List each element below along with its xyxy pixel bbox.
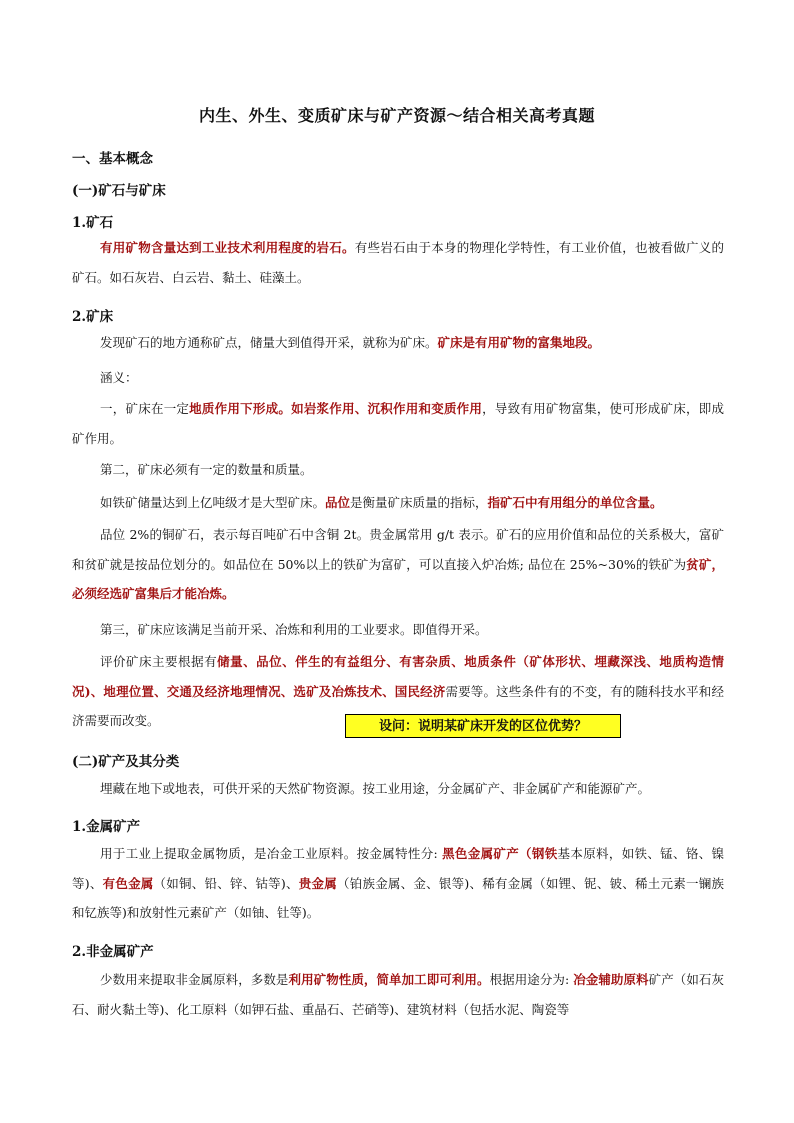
heading-deposit: 2.矿床 [72,309,114,325]
body-text: 有些岩石由于本身的物理化学特性，有工业价值，也被看做广义的矿石。如石灰岩、白云岩、黏土、硅藻土。 [72,240,724,285]
body-text: （如铜、铅、锌、钴等)、 [153,875,299,891]
paragraph-third: 第三，矿床应该满足当前开采、冶炼和利用的工业要求。即值得开采。 [100,622,488,637]
highlight-text: 指矿石中有用组分的单位含量。 [487,495,663,510]
body-text: 是衡量矿床质量的指标， [350,495,488,510]
heading-metal-minerals: 1.金属矿产 [72,819,141,835]
highlight-text: 有用矿物含量达到工业技术利用程度的岩石。 [100,240,355,255]
paragraph-first [72,394,724,453]
body-text: （铂族金属、金、银等)、稀有金属（如锂、铌、铍、稀土元素一镧族和钇族等)和放射性元素矿产（如铀、钍等)。 [72,875,724,920]
body-text: 少数用来提取非金属原料，多数是 [100,972,289,987]
body-text: 如铁矿储量达到上亿吨级才是大型矿床。 [100,495,326,510]
paragraph-ore [72,233,724,292]
highlight-text: 矿床是有用矿物的富集地段。 [437,335,601,350]
body-text: 矿产（如石灰石、耐火黏土等)、化工原料（如钾石盐、重晶石、芒硝等)、建筑材料（包括水泥、陶瓷等 [72,972,724,1017]
page-title: 内生、外生、变质矿床与矿产资源～结合相关高考真题 [198,106,595,125]
body-text: 一，矿床在一定 [100,401,190,416]
highlight-text: 贫矿，必须经选矿富集后才能冶炼。 [72,556,724,601]
paragraph-mineral: 埋藏在地下或地表，可供开采的天然矿物资源。按工业用途，分金属矿产、非金属矿产和能源矿产。 [100,781,651,796]
highlight-text: 地质作用下形成。如岩浆作用、沉积作用和变质作用 [189,401,483,416]
paragraph-deposit [72,328,724,358]
body-text: 需要等。这些条件有的不变，有的随科技水平和经济需要而改变。 [72,683,724,728]
heading-ore: 1.矿石 [72,215,114,231]
paragraph-meaning: 涵义： [100,370,138,385]
highlight-text: 有色金属 [102,875,154,891]
body-text: ，导致有用矿物富集，使可形成矿床，即成矿作用。 [72,401,724,446]
highlight-text: 利用矿物性质，简单加工即可利用。 [288,972,490,987]
highlight-text: 储量、品位、伴生的有益组分、有害杂质、地质条件（矿体形状、埋藏深浅、地质构造情况)、地理位置、交通及经济地理情况、选矿及冶炼技术、国民经济 [72,654,724,699]
paragraph-second: 第二，矿床必须有一定的数量和质量。 [100,462,313,477]
highlight-text: 贵金属 [298,875,337,891]
heading-ore-and-deposit: (一)矿石与矿床 [72,183,166,199]
question-callout: 设问：说明某矿床开发的区位优势？ [345,714,621,738]
body-text: 基本原料，如铁、锰、铬、镍等)、 [72,846,724,891]
highlight-text: 冶金辅助原料 [573,972,649,987]
highlight-text: 黑色金属矿产（钢铁 [442,846,558,861]
heading-basic-concepts: 一、基本概念 [72,151,153,167]
body-text: 根据用途分为: [489,972,574,987]
paragraph-nonmetal [72,965,724,1024]
highlight-text: 品位 [325,495,351,510]
paragraph-metal [72,839,724,928]
heading-minerals-classification: (二)矿产及其分类 [72,754,180,770]
body-text: 评价矿床主要根据有 [100,654,218,669]
body-text: 品位 2%的铜矿石，表示每百吨矿石中含铜 2t。贵金属常用 g/t 表示。矿石的应用价值和品位的关系极大，富矿和贫矿就是按品位划分的。如品位在 50%以上的铁矿为富矿，可以直接入炉冶炼; 品位在 25%~30%的铁矿为 [72,527,724,572]
heading-nonmetal-minerals: 2.非金属矿产 [72,944,154,960]
paragraph-iron [72,488,724,518]
body-text: 发现矿石的地方通称矿点，储量大到值得开采，就称为矿床。 [100,335,438,350]
body-text: 用于工业上提取金属物质，是冶金工业原料。按金属特性分: [100,846,443,861]
paragraph-grade [72,520,724,609]
